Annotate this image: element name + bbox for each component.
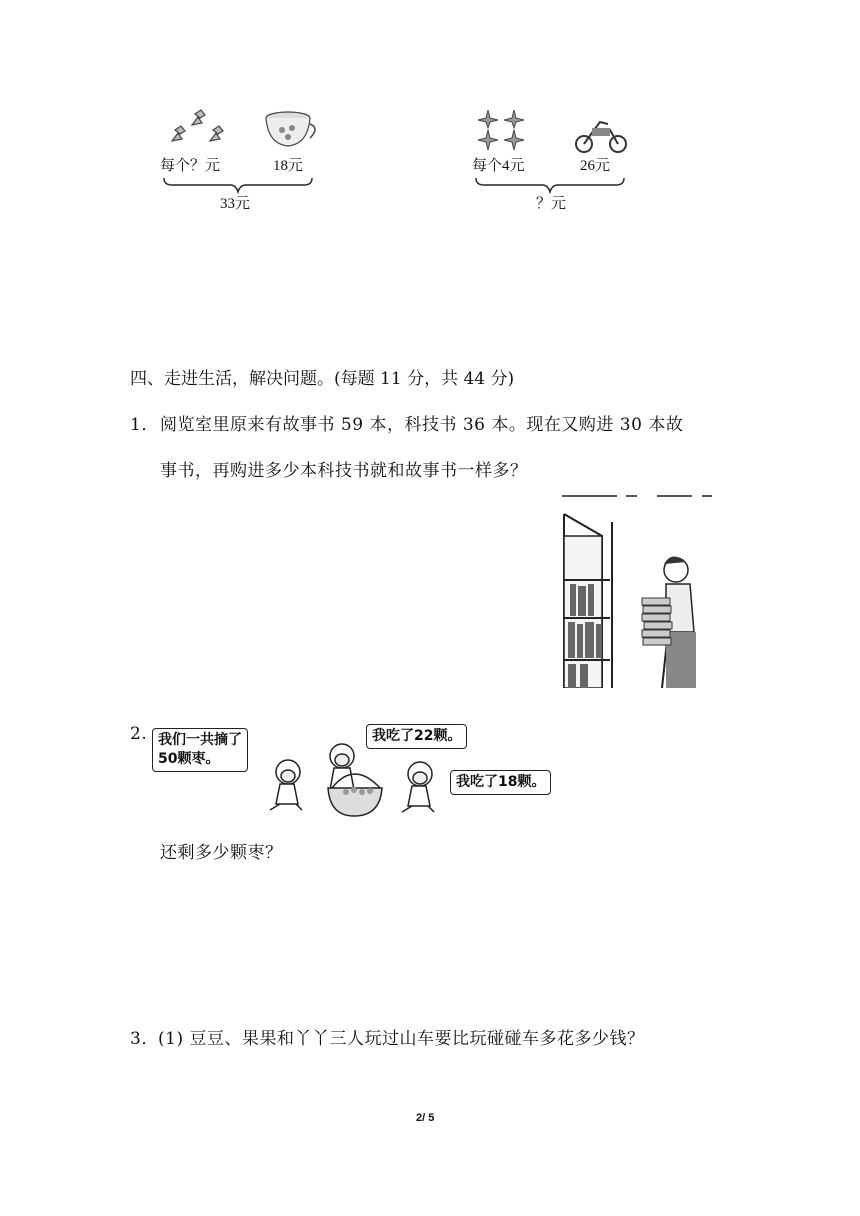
q1-text-line2: 事书，再购进多少本科技书就和故事书一样多？	[160, 461, 528, 481]
q1-text-line1: 阅览室里原来有故事书 59 本，科技书 36 本。现在又购进 30 本故	[160, 415, 684, 435]
q3-text: (1) 豆豆、果果和丫丫三人玩过山车要比玩碰碰车多花多少钱？	[158, 1029, 645, 1049]
bubble-text: 50颗枣。	[158, 751, 220, 767]
right-price-label: 18元	[273, 158, 304, 174]
right-price-label: 26元	[580, 158, 611, 174]
total-label: 33元	[220, 196, 251, 212]
motorcycle-icon	[574, 118, 630, 154]
cup-icon	[260, 110, 320, 152]
left-price-label: 每个4元	[472, 158, 525, 174]
q1-number: 1．	[130, 415, 159, 435]
bubble-text: 我吃了18颗。	[456, 774, 546, 790]
section-heading: 四、走进生活，解决问题。(每题 11 分，共 44 分)	[130, 369, 515, 389]
left-price-label: 每个？元	[160, 158, 221, 174]
figure-planes-motorcycle	[470, 108, 630, 213]
q3-number: 3．	[130, 1029, 159, 1049]
bubble-text: 我吃了22颗。	[372, 728, 462, 744]
q2-number: 2.	[130, 724, 148, 744]
bird-toys-icon	[165, 108, 235, 150]
monkeys-with-basket-icon	[262, 720, 522, 820]
page-number: 2/ 5	[416, 1112, 435, 1124]
total-label: ？元	[536, 196, 567, 212]
plane-toys-icon	[476, 108, 536, 152]
figure-birds-cup	[160, 108, 320, 213]
monkeys-illustration	[152, 720, 572, 820]
bookshelf-illustration	[562, 492, 722, 688]
speech-bubble	[152, 728, 248, 772]
bubble-text: 我们一共摘了	[158, 732, 242, 748]
boy-with-books-icon	[562, 492, 722, 688]
q2-question: 还剩多少颗枣？	[160, 843, 283, 863]
